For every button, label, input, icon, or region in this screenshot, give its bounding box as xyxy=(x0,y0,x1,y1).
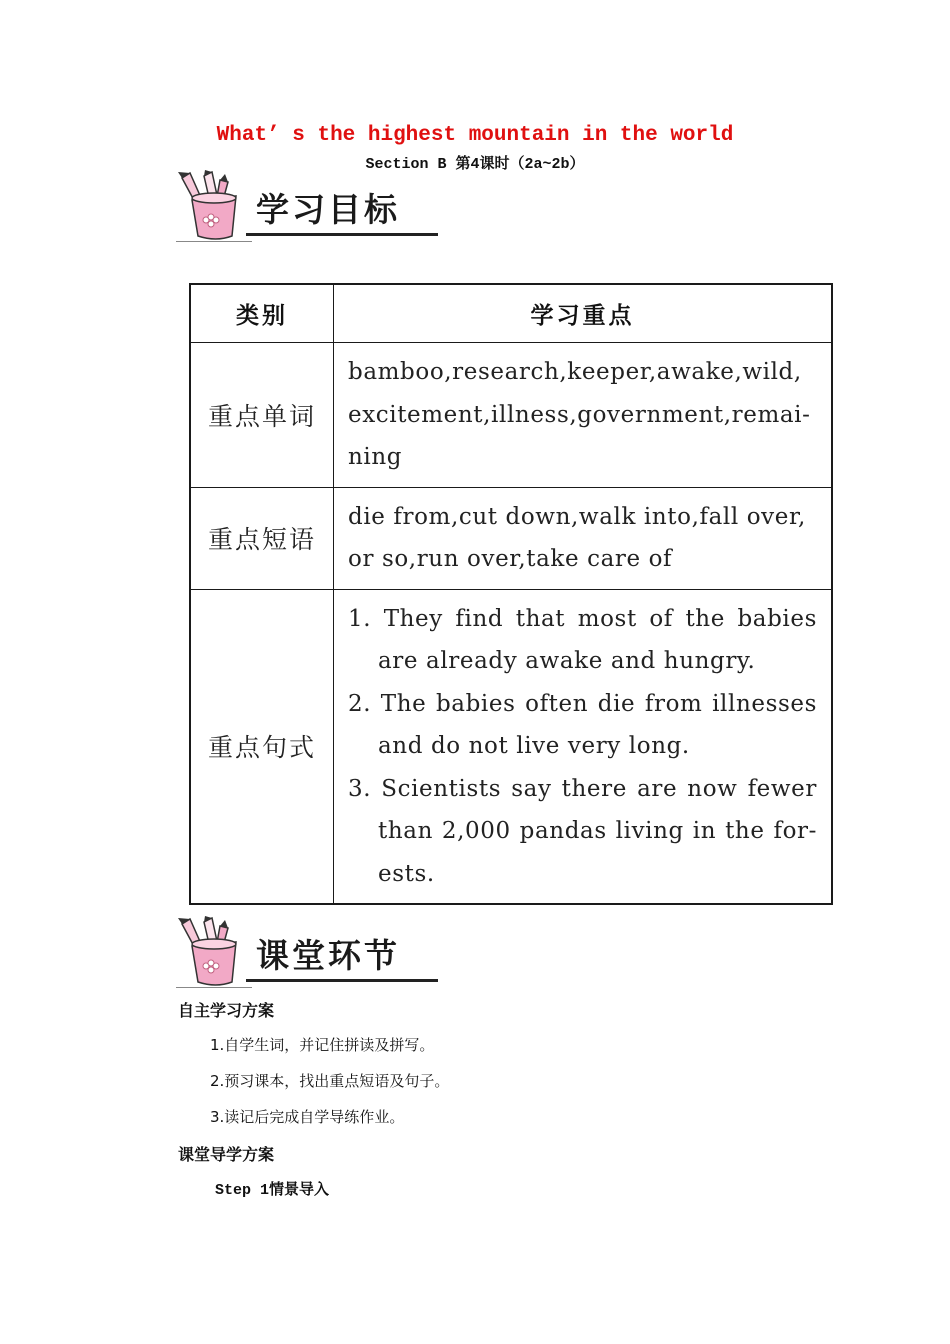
category-phrases: 重点短语 xyxy=(190,487,334,589)
document-title: What’ s the highest mountain in the world xyxy=(216,124,734,147)
self-study-heading: 自主学习方案 xyxy=(178,1001,275,1020)
key-words xyxy=(334,343,833,488)
document-subtitle: Section B 第4课时（2a~2b） xyxy=(365,156,585,173)
category-sentences: 重点句式 xyxy=(190,589,334,904)
table-row xyxy=(190,589,832,904)
content-line: ning xyxy=(348,444,403,470)
content-line: or so,run over,take care of xyxy=(348,546,673,572)
sentence-item: 1. They find that most of the babies are already awake and hungry. xyxy=(348,605,817,674)
sentence-item: 3. Scientists say there are now fewer than 2,000 pandas living in the for-ests. xyxy=(348,775,817,887)
guided-heading: 课堂导学方案 xyxy=(178,1145,275,1164)
goals-banner xyxy=(176,170,438,242)
goals-table xyxy=(189,283,833,905)
goals-banner-label: 学习目标 xyxy=(256,190,400,229)
header-category: 类别 xyxy=(190,284,334,343)
class-banner-label: 课堂环节 xyxy=(256,936,400,975)
banner-rule xyxy=(246,233,438,236)
banner-rule xyxy=(176,241,252,242)
pencil-cup-icon xyxy=(176,170,248,242)
self-study-item: 3.读记后完成自学导练作业。 xyxy=(210,1108,405,1126)
step-1-label: Step 1情景导入 xyxy=(215,1182,330,1199)
table-row xyxy=(190,343,832,488)
key-phrases xyxy=(334,487,833,589)
banner-rule xyxy=(246,979,438,982)
content-line: bamboo,research,keeper,awake,wild, xyxy=(348,359,802,385)
category-words: 重点单词 xyxy=(190,343,334,488)
table-row xyxy=(190,487,832,589)
header-focus: 学习重点 xyxy=(334,284,833,343)
self-study-item: 2.预习课本，找出重点短语及句子。 xyxy=(210,1072,450,1090)
self-study-item: 1.自学生词，并记住拼读及拼写。 xyxy=(210,1036,435,1054)
content-line: excitement,illness,government,remai- xyxy=(348,401,811,428)
class-banner xyxy=(176,916,438,988)
sentence-item: 2. The babies often die from illnesses and do not live very long. xyxy=(348,690,817,759)
banner-rule xyxy=(176,987,252,988)
pencil-cup-icon xyxy=(176,916,248,988)
content-line: die from,cut down,walk into,fall over, xyxy=(348,503,806,530)
key-sentences xyxy=(334,589,833,904)
